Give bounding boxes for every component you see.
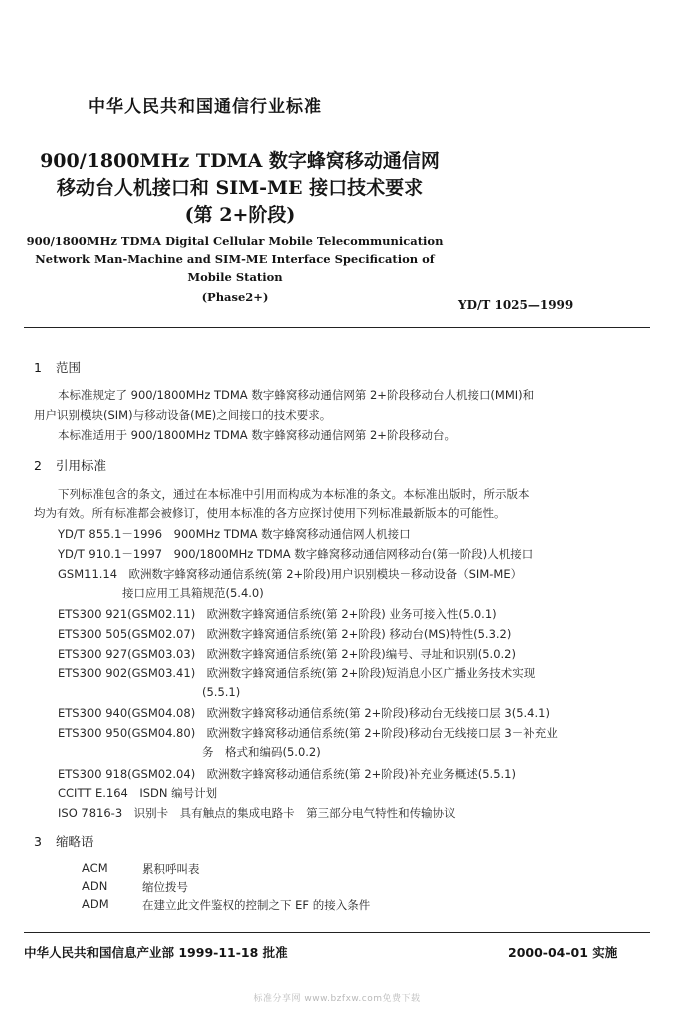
chinese-title-line-3: (第 2+阶段) — [184, 204, 296, 226]
section-1-paragraph: 本标准规定了 900/1800MHz TDMA 数字蜂窝移动通信网第 2+阶段移动台人机接口(MMI)和 — [58, 388, 535, 402]
reference-item: GSM11.14 欧洲数字蜂窝移动通信系统(第 2+阶段)用户识别模块－移动设备（SIM-ME） — [58, 567, 523, 581]
reference-item: CCITT E.164 ISDN 编号计划 — [58, 786, 218, 800]
reference-item: ETS300 921(GSM02.11) 欧洲数字蜂窝通信系统(第 2+阶段) 业务可接入性(5.0.1) — [58, 607, 497, 621]
standard-category-heading: 中华人民共和国通信行业标准 — [88, 97, 322, 117]
chinese-title-line-2: 移动台人机接口和 SIM-ME 接口技术要求 — [56, 177, 424, 199]
chinese-title-line-1: 900/1800MHz TDMA 数字蜂窝移动通信网 — [40, 150, 440, 172]
site-watermark: 标准分享网 www.bzfxw.com免费下载 — [253, 994, 421, 1004]
english-title-line-1: 900/1800MHz TDMA Digital Cellular Mobile Telecommunication — [26, 234, 444, 248]
section-number: 2 — [34, 458, 42, 473]
section-2-paragraph: 下列标准包含的条文，通过在本标准中引用而构成为本标准的条文。本标准出版时，所示版本 — [58, 487, 530, 501]
reference-item: ETS300 950(GSM04.80) 欧洲数字蜂窝移动通信系统(第 2+阶段)移动台无线接口层 3－补充业 — [58, 726, 558, 740]
implementation-date: 2000-04-01 实施 — [508, 945, 618, 960]
reference-item-continuation: (5.5.1) — [202, 685, 241, 699]
reference-item: ETS300 927(GSM03.03) 欧洲数字蜂窝通信系统(第 2+阶段)编号、寻址和识别(5.0.2) — [58, 647, 516, 661]
reference-item: YD/T 910.1－1997 900/1800MHz TDMA 数字蜂窝移动通信网移动台(第一阶段)人机接口 — [58, 547, 534, 561]
section-number: 3 — [34, 834, 42, 849]
section-title: 缩略语 — [56, 834, 94, 849]
section-1-paragraph: 本标准适用于 900/1800MHz TDMA 数字蜂窝移动通信网第 2+阶段移动台。 — [58, 428, 456, 442]
abbreviation-description: 缩位拨号 — [142, 880, 188, 894]
header-divider — [24, 327, 650, 328]
section-2-paragraph: 均为有效。所有标准都会被修订，使用本标准的各方应探讨使用下列标准最新版本的可能性。 — [34, 506, 506, 520]
reference-item: ISO 7816-3 识别卡 具有触点的集成电路卡 第三部分电气特性和传输协议 — [58, 806, 456, 820]
reference-item: ETS300 505(GSM02.07) 欧洲数字蜂窝通信系统(第 2+阶段) 移动台(MS)特性(5.3.2) — [58, 627, 512, 641]
section-title: 范围 — [56, 360, 82, 375]
reference-item-continuation: 接口应用工具箱规范(5.4.0) — [122, 586, 264, 600]
reference-item: ETS300 940(GSM04.08) 欧洲数字蜂窝移动通信系统(第 2+阶段)移动台无线接口层 3(5.4.1) — [58, 706, 550, 720]
section-1-paragraph: 用户识别模块(SIM)与移动设备(ME)之间接口的技术要求。 — [34, 408, 332, 422]
english-title-line-3: Mobile Station — [187, 270, 283, 284]
reference-item-continuation: 务 格式和编码(5.0.2) — [202, 745, 321, 759]
abbreviation-description: 在建立此文件鉴权的控制之下 EF 的接入条件 — [142, 898, 371, 912]
reference-item: ETS300 902(GSM03.41) 欧洲数字蜂窝通信系统(第 2+阶段)短消息小区广播业务技术实现 — [58, 666, 536, 680]
reference-item: ETS300 918(GSM02.04) 欧洲数字蜂窝移动通信系统(第 2+阶段)补充业务概述(5.5.1) — [58, 767, 516, 781]
abbreviation-description: 累积呼叫表 — [142, 862, 200, 876]
section-title: 引用标准 — [56, 458, 107, 473]
section-1-heading — [34, 358, 81, 376]
abbreviation-term: ACM — [82, 861, 108, 875]
section-3-heading — [34, 832, 94, 850]
section-2-heading — [34, 456, 106, 474]
abbreviation-term: ADN — [82, 879, 108, 893]
english-title-line-4: (Phase2+) — [201, 290, 269, 304]
footer-divider — [24, 932, 650, 933]
reference-item: YD/T 855.1－1996 900MHz TDMA 数字蜂窝移动通信网人机接口 — [58, 527, 411, 541]
english-title-line-2: Network Man-Machine and SIM-ME Interface Specification of — [35, 252, 435, 266]
abbreviation-term: ADM — [82, 897, 109, 911]
approval-statement: 中华人民共和国信息产业部 1999-11-18 批准 — [24, 945, 288, 960]
standard-number: YD/T 1025—1999 — [458, 298, 574, 312]
section-number: 1 — [34, 360, 42, 375]
